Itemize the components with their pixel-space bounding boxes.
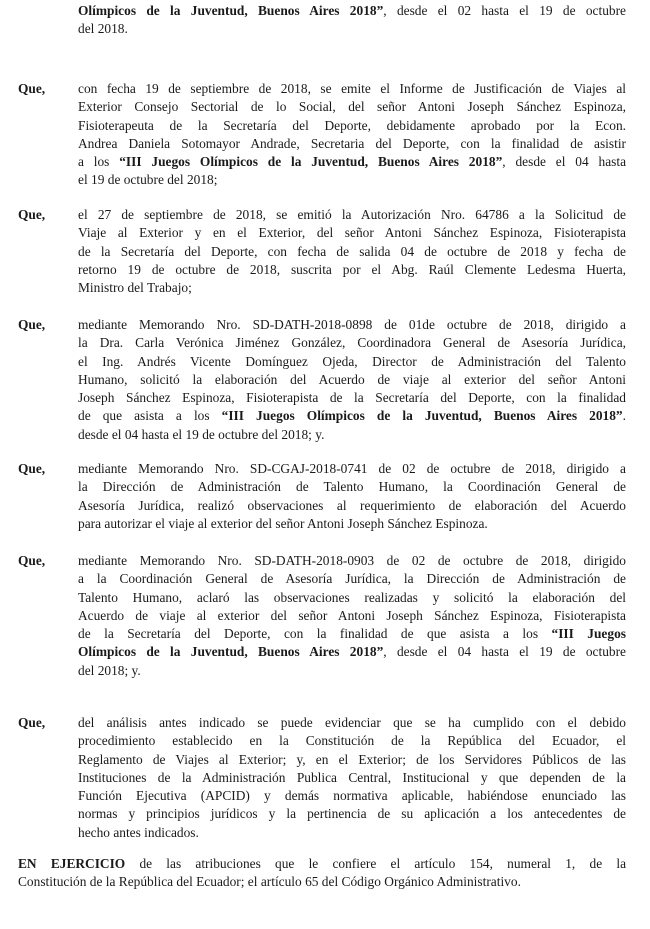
text-line: del análisis antes indicado se puede evidenciar que se ha cumplido con el debido — [78, 715, 626, 730]
text-line: mediante Memorando Nro. SD-DATH-2018-0903 de 02 de octubre de 2018, dirigido — [78, 553, 626, 568]
event-name: Olímpicos de la Juventud, Buenos Aires 2018” — [78, 644, 384, 660]
text-line: el 19 de octubre del 2018; — [78, 172, 218, 188]
text-line — [78, 153, 626, 171]
text-line: Ministro del Trabajo; — [78, 280, 192, 296]
text-segment: a los — [78, 154, 120, 170]
text-segment: de que asista a los — [78, 408, 222, 424]
text-line: la Dirección de Administración de Talento Humano, la Coordinación General de — [78, 479, 626, 495]
que-label: Que, — [18, 81, 46, 96]
text-line: la Dra. Carla Verónica Jiménez González, Coordinadora General de Asesoría Jurídica, — [78, 335, 626, 351]
text-line: el Ing. Andrés Vicente Domínguez Ojeda, Director de Administración del Talento — [78, 353, 626, 369]
text-line: Talento Humano, aclaró las observaciones realizadas y solicitó la elaboración del — [78, 589, 626, 605]
text-segment: de las atribuciones que le confiere el artículo 154, numeral 1, de la — [125, 856, 627, 871]
event-name: “III Juegos — [551, 626, 626, 642]
text-line: de la Secretaría del Deporte, con fecha de salida 04 de octubre de 2018 y fecha de — [78, 243, 626, 259]
text-line: hecho antes indicados. — [78, 824, 199, 840]
text-segment: , desde el 04 hasta el 19 de octubre — [383, 644, 626, 660]
text-segment: de la Secretaría del Deporte, con la finalidad de que asista a los — [78, 626, 552, 642]
text-line — [78, 625, 626, 643]
event-name: “III Juegos Olímpicos de la Juventud, Buenos Aires 2018” — [119, 154, 503, 170]
considerando-paragraph — [78, 206, 626, 297]
text-segment: del 2018. — [78, 21, 128, 37]
considerando-paragraph — [78, 460, 626, 533]
text-line: el 27 de septiembre de 2018, se emitió la Autorización Nro. 64786 a la Solicitud de — [78, 207, 626, 222]
text-line: procedimiento establecido en la Constitución de la República del Ecuador, el — [78, 733, 626, 749]
que-label: Que, — [18, 553, 46, 568]
text-segment: . — [622, 408, 626, 424]
text-line: mediante Memorando Nro. SD-DATH-2018-0898 de 01de octubre de 2018, dirigido a — [78, 317, 626, 332]
text-line: mediante Memorando Nro. SD-CGAJ-2018-0741 de 02 de octubre de 2018, dirigido a — [78, 461, 626, 476]
considerando-paragraph — [78, 316, 626, 444]
text-line: Función Ejecutiva (APCID) y demás normativa aplicable, habiéndose enunciado las — [78, 788, 626, 804]
text-segment: , desde el 04 hasta — [502, 154, 627, 170]
text-line — [18, 855, 626, 873]
considerando-paragraph — [78, 714, 626, 842]
text-line: Joseph Sánchez Espinoza, Fisioterapista de la Secretaría del Deporte, con la finalidad — [78, 390, 626, 406]
text-line — [78, 643, 626, 661]
text-line: a la Coordinación General de Asesoría Jurídica, la Dirección de Administración de — [78, 571, 626, 587]
text-line: Viaje al Exterior y en el Exterior, del señor Antoni Sánchez Espinoza, Fisioterapista — [78, 225, 626, 241]
text-segment: , desde el 02 hasta el 19 de octubre — [383, 3, 626, 18]
en-ejercicio-heading: EN EJERCICIO — [18, 856, 126, 871]
text-segment: Constitución de la República del Ecuador; el artículo 65 del Código Orgánico Administrativo. — [18, 874, 521, 890]
text-line — [78, 407, 626, 425]
text-line: Acuerdo de viaje al exterior del señor Antoni Joseph Sánchez Espinoza, Fisioterapista — [78, 607, 626, 623]
text-line: Instituciones de la Administración Publica Central, Institucional y que dependen de la — [78, 769, 626, 785]
text-line — [78, 2, 626, 20]
text-line: normas y principios jurídicos y la pertinencia de su aplicación a los antecedentes de — [78, 806, 626, 822]
text-line: retorno 19 de octubre de 2018, suscrita por el Abg. Raúl Clemente Ledesma Huerta, — [78, 261, 626, 277]
text-line — [78, 20, 626, 38]
en-ejercicio-paragraph — [18, 855, 626, 892]
considerando-paragraph — [78, 80, 626, 190]
que-label: Que, — [18, 207, 46, 222]
text-line: desde el 04 hasta el 19 de octubre del 2018; y. — [78, 426, 325, 442]
que-label: Que, — [18, 317, 46, 332]
event-name: “III Juegos Olímpicos de la Juventud, Buenos Aires 2018” — [221, 408, 623, 424]
text-line: para autorizar el viaje al exterior del señor Antoni Joseph Sánchez Espinoza. — [78, 515, 488, 531]
text-line: con fecha 19 de septiembre de 2018, se emite el Informe de Justificación de Viajes al — [78, 81, 626, 96]
text-line: del 2018; y. — [78, 662, 141, 678]
que-label: Que, — [18, 715, 46, 730]
event-name: Olímpicos de la Juventud, Buenos Aires 2018” — [78, 3, 384, 18]
text-line: Reglamento de Viajes al Exterior; y, en el Exterior; de los Servidores Públicos de las — [78, 751, 626, 767]
considerando-paragraph — [78, 552, 626, 680]
continuation-paragraph — [78, 2, 626, 39]
text-line: Andrea Daniela Sotomayor Andrade, Secretaria del Deporte, con la finalidad de asistir — [78, 135, 626, 151]
text-line: Exterior Consejo Sectorial de lo Social, del señor Antoni Joseph Sánchez Espinoza, — [78, 99, 626, 115]
text-line: Asesoría Jurídica, realizó observaciones al requerimiento de elaboración del Acuerdo — [78, 497, 626, 513]
que-label: Que, — [18, 461, 46, 476]
text-line: Fisioterapeuta de la Secretaría del Deporte, debidamente aprobado por la Econ. — [78, 117, 626, 133]
text-line: Humano, solicitó la elaboración del Acuerdo de viaje al exterior del señor Antoni — [78, 371, 626, 387]
text-line — [18, 873, 626, 891]
